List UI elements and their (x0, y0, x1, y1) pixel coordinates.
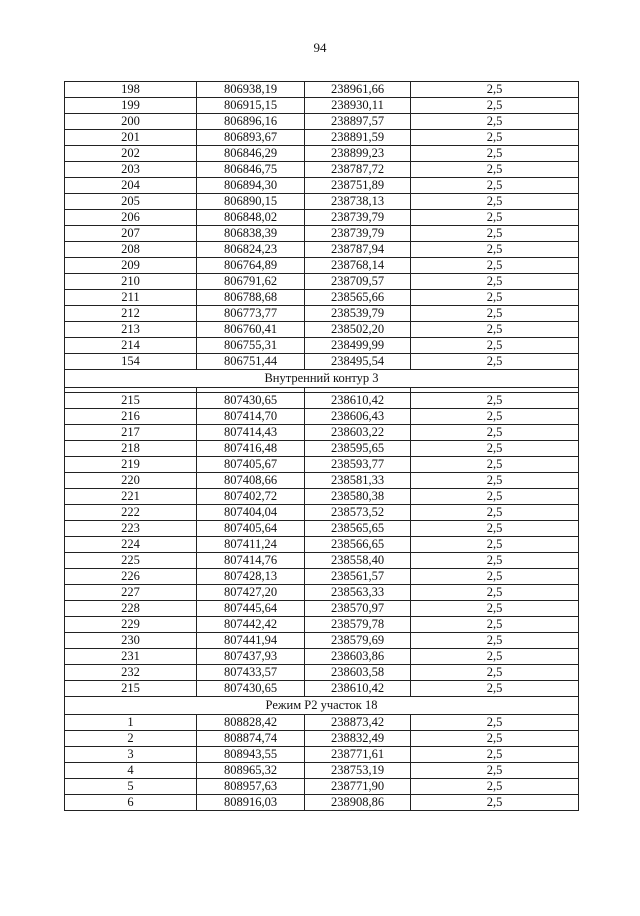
x-coordinate-cell: 807430,65 (197, 393, 305, 409)
table-row (65, 795, 579, 811)
x-coordinate-cell: 807437,93 (197, 649, 305, 665)
y-coordinate-cell: 238610,42 (305, 681, 411, 697)
table-row (65, 537, 579, 553)
table-row (65, 617, 579, 633)
point-number-cell: 218 (65, 441, 197, 457)
point-number-cell: 4 (65, 763, 197, 779)
x-coordinate-cell: 807428,13 (197, 569, 305, 585)
accuracy-cell: 2,5 (411, 290, 579, 306)
accuracy-cell: 2,5 (411, 98, 579, 114)
accuracy-cell: 2,5 (411, 393, 579, 409)
y-coordinate-cell: 238580,38 (305, 489, 411, 505)
point-number-cell: 205 (65, 194, 197, 210)
y-coordinate-cell: 238873,42 (305, 715, 411, 731)
x-coordinate-cell: 807402,72 (197, 489, 305, 505)
table-row (65, 242, 579, 258)
y-coordinate-cell: 238573,52 (305, 505, 411, 521)
table-row (65, 210, 579, 226)
x-coordinate-cell: 807404,04 (197, 505, 305, 521)
accuracy-cell: 2,5 (411, 715, 579, 731)
x-coordinate-cell: 806824,23 (197, 242, 305, 258)
y-coordinate-cell: 238897,57 (305, 114, 411, 130)
page-number: 94 (313, 40, 327, 55)
x-coordinate-cell: 806893,67 (197, 130, 305, 146)
x-coordinate-cell: 807405,64 (197, 521, 305, 537)
table-row (65, 569, 579, 585)
x-coordinate-cell: 806755,31 (197, 338, 305, 354)
y-coordinate-cell: 238561,57 (305, 569, 411, 585)
table-row (65, 715, 579, 731)
point-number-cell: 6 (65, 795, 197, 811)
accuracy-cell: 2,5 (411, 130, 579, 146)
accuracy-cell: 2,5 (411, 473, 579, 489)
point-number-cell: 224 (65, 537, 197, 553)
y-coordinate-cell: 238499,99 (305, 338, 411, 354)
table-row (65, 274, 579, 290)
y-coordinate-cell: 238579,69 (305, 633, 411, 649)
y-coordinate-cell: 238565,65 (305, 521, 411, 537)
x-coordinate-cell: 806896,16 (197, 114, 305, 130)
accuracy-cell: 2,5 (411, 731, 579, 747)
table-row (65, 731, 579, 747)
table-row (65, 146, 579, 162)
point-number-cell: 199 (65, 98, 197, 114)
accuracy-cell: 2,5 (411, 258, 579, 274)
x-coordinate-cell: 806788,68 (197, 290, 305, 306)
accuracy-cell: 2,5 (411, 226, 579, 242)
accuracy-cell: 2,5 (411, 747, 579, 763)
accuracy-cell: 2,5 (411, 354, 579, 370)
point-number-cell: 214 (65, 338, 197, 354)
y-coordinate-cell: 238495,54 (305, 354, 411, 370)
y-coordinate-cell: 238738,13 (305, 194, 411, 210)
table-row (65, 585, 579, 601)
accuracy-cell: 2,5 (411, 306, 579, 322)
table-row (65, 747, 579, 763)
accuracy-cell: 2,5 (411, 763, 579, 779)
y-coordinate-cell: 238739,79 (305, 226, 411, 242)
point-number-cell: 200 (65, 114, 197, 130)
point-number-cell: 206 (65, 210, 197, 226)
point-number-cell: 216 (65, 409, 197, 425)
coordinates-table-body (65, 82, 579, 811)
table-row (65, 457, 579, 473)
table-row (65, 681, 579, 697)
table-row (65, 354, 579, 370)
table-row (65, 306, 579, 322)
point-number-cell: 208 (65, 242, 197, 258)
table-row (65, 779, 579, 795)
y-coordinate-cell: 238787,72 (305, 162, 411, 178)
x-coordinate-cell: 807414,70 (197, 409, 305, 425)
accuracy-cell: 2,5 (411, 489, 579, 505)
table-row (65, 425, 579, 441)
point-number-cell: 198 (65, 82, 197, 98)
y-coordinate-cell: 238908,86 (305, 795, 411, 811)
accuracy-cell: 2,5 (411, 441, 579, 457)
accuracy-cell: 2,5 (411, 338, 579, 354)
accuracy-cell: 2,5 (411, 425, 579, 441)
table-row (65, 505, 579, 521)
point-number-cell: 213 (65, 322, 197, 338)
x-coordinate-cell: 807427,20 (197, 585, 305, 601)
point-number-cell: 203 (65, 162, 197, 178)
table-row (65, 633, 579, 649)
table-row (65, 441, 579, 457)
y-coordinate-cell: 238570,97 (305, 601, 411, 617)
section-header-row (65, 697, 579, 715)
x-coordinate-cell: 806890,15 (197, 194, 305, 210)
point-number-cell: 217 (65, 425, 197, 441)
accuracy-cell: 2,5 (411, 779, 579, 795)
accuracy-cell: 2,5 (411, 601, 579, 617)
table-row (65, 194, 579, 210)
point-number-cell: 215 (65, 393, 197, 409)
y-coordinate-cell: 238771,90 (305, 779, 411, 795)
x-coordinate-cell: 806773,77 (197, 306, 305, 322)
point-number-cell: 215 (65, 681, 197, 697)
point-number-cell: 225 (65, 553, 197, 569)
table-row (65, 178, 579, 194)
accuracy-cell: 2,5 (411, 521, 579, 537)
table-row (65, 601, 579, 617)
point-number-cell: 226 (65, 569, 197, 585)
x-coordinate-cell: 807430,65 (197, 681, 305, 697)
y-coordinate-cell: 238961,66 (305, 82, 411, 98)
table-row (65, 130, 579, 146)
y-coordinate-cell: 238930,11 (305, 98, 411, 114)
point-number-cell: 221 (65, 489, 197, 505)
y-coordinate-cell: 238832,49 (305, 731, 411, 747)
accuracy-cell: 2,5 (411, 114, 579, 130)
point-number-cell: 204 (65, 178, 197, 194)
table-row (65, 290, 579, 306)
coordinates-table (64, 81, 579, 811)
y-coordinate-cell: 238603,58 (305, 665, 411, 681)
table-row (65, 553, 579, 569)
x-coordinate-cell: 806838,39 (197, 226, 305, 242)
y-coordinate-cell: 238502,20 (305, 322, 411, 338)
table-row (65, 338, 579, 354)
x-coordinate-cell: 807442,42 (197, 617, 305, 633)
accuracy-cell: 2,5 (411, 537, 579, 553)
table-row (65, 162, 579, 178)
point-number-cell: 5 (65, 779, 197, 795)
table-row (65, 649, 579, 665)
point-number-cell: 201 (65, 130, 197, 146)
point-number-cell: 211 (65, 290, 197, 306)
x-coordinate-cell: 807416,48 (197, 441, 305, 457)
y-coordinate-cell: 238603,22 (305, 425, 411, 441)
x-coordinate-cell: 808916,03 (197, 795, 305, 811)
accuracy-cell: 2,5 (411, 457, 579, 473)
accuracy-cell: 2,5 (411, 210, 579, 226)
point-number-cell: 210 (65, 274, 197, 290)
point-number-cell: 154 (65, 354, 197, 370)
accuracy-cell: 2,5 (411, 553, 579, 569)
y-coordinate-cell: 238753,19 (305, 763, 411, 779)
point-number-cell: 230 (65, 633, 197, 649)
table-row (65, 521, 579, 537)
y-coordinate-cell: 238565,66 (305, 290, 411, 306)
point-number-cell: 219 (65, 457, 197, 473)
accuracy-cell: 2,5 (411, 274, 579, 290)
y-coordinate-cell: 238566,65 (305, 537, 411, 553)
x-coordinate-cell: 806915,15 (197, 98, 305, 114)
point-number-cell: 209 (65, 258, 197, 274)
y-coordinate-cell: 238899,23 (305, 146, 411, 162)
accuracy-cell: 2,5 (411, 665, 579, 681)
point-number-cell: 207 (65, 226, 197, 242)
x-coordinate-cell: 807414,76 (197, 553, 305, 569)
x-coordinate-cell: 806791,62 (197, 274, 305, 290)
x-coordinate-cell: 807405,67 (197, 457, 305, 473)
point-number-cell: 231 (65, 649, 197, 665)
point-number-cell: 1 (65, 715, 197, 731)
accuracy-cell: 2,5 (411, 569, 579, 585)
y-coordinate-cell: 238739,79 (305, 210, 411, 226)
y-coordinate-cell: 238593,77 (305, 457, 411, 473)
x-coordinate-cell: 808943,55 (197, 747, 305, 763)
x-coordinate-cell: 807408,66 (197, 473, 305, 489)
x-coordinate-cell: 806938,19 (197, 82, 305, 98)
point-number-cell: 212 (65, 306, 197, 322)
x-coordinate-cell: 806846,29 (197, 146, 305, 162)
table-row (65, 665, 579, 681)
y-coordinate-cell: 238558,40 (305, 553, 411, 569)
section-header-row (65, 370, 579, 388)
accuracy-cell: 2,5 (411, 409, 579, 425)
x-coordinate-cell: 807433,57 (197, 665, 305, 681)
y-coordinate-cell: 238581,33 (305, 473, 411, 489)
accuracy-cell: 2,5 (411, 795, 579, 811)
table-row (65, 763, 579, 779)
section-title: Внутренний контур 3 (65, 370, 579, 388)
accuracy-cell: 2,5 (411, 585, 579, 601)
x-coordinate-cell: 806894,30 (197, 178, 305, 194)
accuracy-cell: 2,5 (411, 505, 579, 521)
x-coordinate-cell: 808965,32 (197, 763, 305, 779)
table-row (65, 393, 579, 409)
y-coordinate-cell: 238563,33 (305, 585, 411, 601)
table-row (65, 98, 579, 114)
point-number-cell: 222 (65, 505, 197, 521)
x-coordinate-cell: 806760,41 (197, 322, 305, 338)
accuracy-cell: 2,5 (411, 649, 579, 665)
accuracy-cell: 2,5 (411, 194, 579, 210)
x-coordinate-cell: 807414,43 (197, 425, 305, 441)
point-number-cell: 223 (65, 521, 197, 537)
accuracy-cell: 2,5 (411, 617, 579, 633)
x-coordinate-cell: 806848,02 (197, 210, 305, 226)
y-coordinate-cell: 238709,57 (305, 274, 411, 290)
y-coordinate-cell: 238771,61 (305, 747, 411, 763)
x-coordinate-cell: 808828,42 (197, 715, 305, 731)
accuracy-cell: 2,5 (411, 681, 579, 697)
y-coordinate-cell: 238751,89 (305, 178, 411, 194)
accuracy-cell: 2,5 (411, 162, 579, 178)
accuracy-cell: 2,5 (411, 633, 579, 649)
section-title: Режим Р2 участок 18 (65, 697, 579, 715)
table-row (65, 473, 579, 489)
point-number-cell: 3 (65, 747, 197, 763)
x-coordinate-cell: 807441,94 (197, 633, 305, 649)
table-row (65, 489, 579, 505)
table-row (65, 258, 579, 274)
point-number-cell: 232 (65, 665, 197, 681)
table-row (65, 226, 579, 242)
accuracy-cell: 2,5 (411, 178, 579, 194)
x-coordinate-cell: 806751,44 (197, 354, 305, 370)
x-coordinate-cell: 808874,74 (197, 731, 305, 747)
point-number-cell: 202 (65, 146, 197, 162)
table-row (65, 114, 579, 130)
y-coordinate-cell: 238768,14 (305, 258, 411, 274)
point-number-cell: 227 (65, 585, 197, 601)
table-row (65, 409, 579, 425)
point-number-cell: 229 (65, 617, 197, 633)
y-coordinate-cell: 238579,78 (305, 617, 411, 633)
table-row (65, 322, 579, 338)
y-coordinate-cell: 238891,59 (305, 130, 411, 146)
accuracy-cell: 2,5 (411, 242, 579, 258)
accuracy-cell: 2,5 (411, 322, 579, 338)
accuracy-cell: 2,5 (411, 82, 579, 98)
point-number-cell: 228 (65, 601, 197, 617)
x-coordinate-cell: 808957,63 (197, 779, 305, 795)
x-coordinate-cell: 806846,75 (197, 162, 305, 178)
y-coordinate-cell: 238603,86 (305, 649, 411, 665)
y-coordinate-cell: 238539,79 (305, 306, 411, 322)
y-coordinate-cell: 238787,94 (305, 242, 411, 258)
point-number-cell: 2 (65, 731, 197, 747)
x-coordinate-cell: 807445,64 (197, 601, 305, 617)
x-coordinate-cell: 806764,89 (197, 258, 305, 274)
y-coordinate-cell: 238595,65 (305, 441, 411, 457)
accuracy-cell: 2,5 (411, 146, 579, 162)
y-coordinate-cell: 238610,42 (305, 393, 411, 409)
table-row (65, 82, 579, 98)
y-coordinate-cell: 238606,43 (305, 409, 411, 425)
point-number-cell: 220 (65, 473, 197, 489)
x-coordinate-cell: 807411,24 (197, 537, 305, 553)
